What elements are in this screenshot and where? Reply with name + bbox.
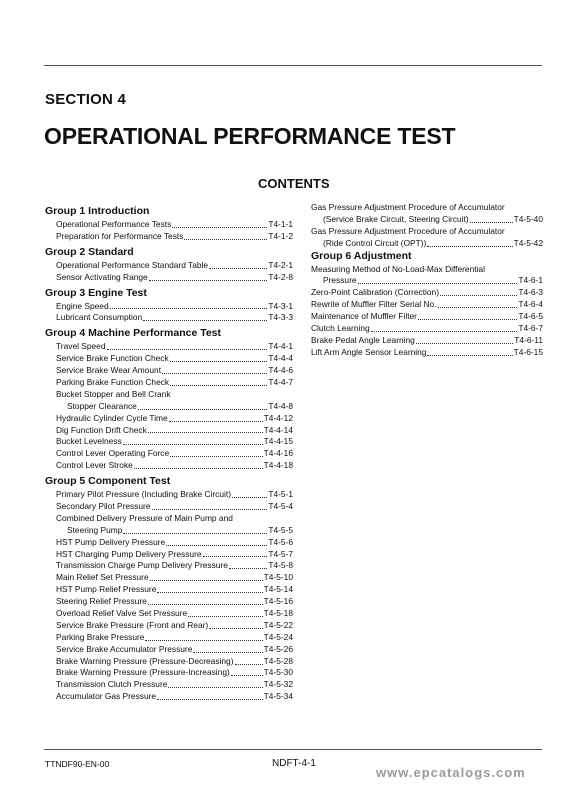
toc-entry-page: T4-5-6 [268, 536, 293, 547]
toc-entry-page: T4-6-1 [518, 275, 543, 286]
toc-entry-page: T4-2-8 [268, 271, 293, 282]
toc-entry-title: Preparation for Performance Tests [56, 230, 184, 241]
toc-entry-page: T4-1-1 [268, 218, 293, 229]
toc-group-title: Group 6 Adjustment [311, 249, 412, 262]
toc-entry-title: (Service Brake Circuit, Steering Circuit) [323, 213, 469, 224]
dot-leader [203, 556, 268, 557]
toc-entry-page: T4-4-6 [268, 365, 293, 376]
toc-entry-page: T4-4-4 [268, 353, 293, 364]
toc-entry-page: T4-3-1 [268, 300, 293, 311]
toc-entry[interactable] [311, 238, 543, 250]
toc-entry-title: Brake Warning Pressure (Pressure-Decreasing) [56, 655, 234, 666]
toc-entry-line: Combined Delivery Pressure of Main Pump and [56, 512, 233, 523]
toc-entry-title: HST Pump Delivery Pressure [56, 536, 166, 547]
toc-entry-title: Brake Warning Pressure (Pressure-Increasing) [56, 667, 230, 678]
dot-leader [358, 283, 518, 284]
toc-entry[interactable] [311, 347, 543, 359]
dot-leader [184, 239, 267, 240]
toc-entry[interactable] [45, 312, 293, 324]
dot-leader [209, 628, 262, 629]
section-label: SECTION 4 [45, 91, 126, 108]
dot-leader [193, 652, 262, 653]
toc-entry[interactable] [311, 214, 543, 226]
toc-entry[interactable] [45, 679, 293, 691]
toc-entry-title: HST Charging Pump Delivery Pressure [56, 548, 202, 559]
toc-entry[interactable] [311, 287, 543, 299]
toc-entry-title: Main Relief Set Pressure [56, 572, 149, 583]
toc-entry-title: Service Brake Pressure (Front and Rear) [56, 619, 209, 630]
section-title: OPERATIONAL PERFORMANCE TEST [44, 123, 456, 149]
toc-entry-title: Clutch Learning [311, 323, 370, 333]
toc-entry-page: T4-5-22 [263, 619, 293, 630]
toc-entry-page: T4-5-7 [268, 548, 293, 559]
toc-entry[interactable] [311, 311, 543, 323]
toc-entry-line: Measuring Method of No-Load-Max Differential [311, 263, 485, 274]
dot-leader [232, 497, 267, 498]
toc-entry-title: Steering Relief Pressure [56, 596, 147, 607]
toc-entry-title: Lift Arm Angle Sensor Learning [311, 346, 427, 357]
dot-leader [470, 222, 513, 223]
toc-entry[interactable] [45, 377, 293, 389]
toc-entry[interactable] [45, 537, 293, 549]
toc-entry-title: Sensor Activating Range [56, 271, 148, 282]
toc-entry[interactable] [45, 301, 293, 313]
toc-entry-page: T4-5-24 [263, 631, 293, 642]
dot-leader [229, 568, 267, 569]
toc-entry-title: Zero-Point Calibration (Correction) [311, 287, 439, 298]
toc-entry-page: T4-5-1 [268, 489, 293, 500]
toc-entry[interactable] [311, 275, 543, 287]
toc-entry-page: T4-6-3 [518, 287, 543, 298]
toc-entry-title: Bucket Levelness [56, 436, 122, 447]
dot-leader [170, 385, 267, 386]
toc-entry[interactable] [45, 460, 293, 472]
toc-entry-title: Steering Pump [67, 524, 123, 535]
toc-entry-title: Accumulator Gas Pressure [56, 691, 157, 702]
dot-leader [416, 343, 513, 344]
toc-entry[interactable] [45, 448, 293, 460]
toc-group-title: Group 3 Engine Test [45, 286, 147, 299]
toc-entry-title: Stopper Clearance [67, 400, 137, 411]
toc-entry-title: Dig Function Drift Check [56, 424, 147, 435]
toc-entry[interactable] [45, 365, 293, 377]
toc-entry-page: T4-5-8 [268, 560, 293, 571]
toc-entry[interactable] [45, 608, 293, 620]
toc-entry-page: T4-4-15 [263, 436, 293, 447]
dot-leader [188, 616, 263, 617]
toc-entry-title: Service Brake Wear Amount [56, 365, 162, 376]
toc-entry-page: T4-6-11 [514, 334, 543, 345]
toc-entry-title: Primary Pilot Pressure (Including Brake Circuit) [56, 489, 231, 500]
toc-entry[interactable] [45, 691, 293, 703]
dot-leader [169, 421, 263, 422]
toc-entry-title: Pressure [323, 275, 357, 286]
dot-leader [427, 355, 512, 356]
toc-group-title: Group 4 Machine Performance Test [45, 327, 222, 340]
toc-entry-page: T4-5-28 [263, 655, 293, 666]
toc-entry-title: Engine Speed [56, 300, 109, 311]
toc-entry-title: Brake Pedal Angle Learning [311, 334, 415, 345]
toc-entry-title: Hydraulic Cylinder Cycle Time [56, 412, 168, 423]
toc-entry[interactable] [45, 413, 293, 425]
dot-leader [148, 604, 263, 605]
toc-entry-page: T4-4-7 [268, 377, 293, 387]
toc-group-title: Group 5 Component Test [45, 475, 171, 488]
page-number: NDFT-4-1 [272, 758, 316, 769]
dot-leader [371, 331, 518, 332]
toc-entry-title: Rewrite of Muffler Filter Serial No. [311, 299, 437, 310]
toc-entry-page: T4-5-14 [263, 584, 293, 595]
toc-entry-page: T4-5-26 [263, 643, 293, 654]
toc-entry[interactable] [311, 335, 543, 347]
toc-entry-title: Service Brake Function Check [56, 353, 169, 364]
toc-entry[interactable] [45, 353, 293, 365]
toc-entry-title: Service Brake Accumulator Pressure [56, 643, 193, 654]
toc-entry-page: T4-5-18 [263, 608, 293, 619]
toc-entry-page: T4-5-34 [263, 691, 293, 702]
toc-entry-page: T4-6-7 [518, 323, 543, 333]
dot-leader [427, 246, 512, 247]
toc-entry-page: T4-5-10 [263, 572, 293, 583]
dot-leader [166, 545, 267, 546]
toc-entry[interactable] [45, 231, 293, 243]
contents-heading: CONTENTS [258, 176, 330, 191]
toc-entry-page: T4-5-30 [263, 667, 293, 678]
dot-leader [418, 319, 517, 320]
dot-leader [170, 361, 268, 362]
dot-leader [231, 675, 263, 676]
toc-entry-page: T4-5-5 [268, 524, 293, 535]
toc-entry-title: (Ride Control Circuit (OPT)) [323, 237, 427, 248]
toc-entry-title: Transmission Charge Pump Delivery Pressure [56, 560, 228, 571]
toc-entry-line: Gas Pressure Adjustment Procedure of Accumulator [311, 202, 505, 212]
toc-entry[interactable] [45, 668, 293, 680]
dot-leader [110, 308, 268, 309]
toc-entry-page: T4-6-15 [513, 346, 543, 357]
dot-leader [209, 268, 267, 269]
toc-entry[interactable] [45, 560, 293, 572]
toc-entry-title: Control Lever Operating Force [56, 448, 170, 459]
toc-entry[interactable] [45, 549, 293, 561]
toc-group-title: Group 1 Introduction [45, 205, 150, 217]
watermark-text: www.epcatalogs.com [376, 765, 526, 780]
toc-entry[interactable] [45, 425, 293, 437]
dot-leader [148, 432, 263, 433]
toc-entry[interactable] [45, 341, 293, 353]
dot-leader [143, 320, 267, 321]
toc-entry-page: T4-6-4 [518, 299, 543, 310]
dot-leader [172, 227, 267, 228]
toc-entry-title: Control Lever Stroke [56, 460, 133, 471]
toc-entry-page: T4-4-8 [268, 400, 293, 411]
toc-entry-line: Gas Pressure Adjustment Procedure of Accumulator [311, 225, 505, 236]
dot-leader [138, 409, 267, 410]
toc-entry[interactable] [45, 272, 293, 284]
toc-entry-title: Travel Speed [56, 341, 106, 352]
toc-entry[interactable] [45, 644, 293, 656]
toc-entry-title: Lubricant Consumption [56, 312, 143, 323]
toc-entry-title: Parking Brake Pressure [56, 631, 145, 642]
toc-entry-page: T4-6-5 [518, 311, 543, 322]
dot-leader [123, 533, 267, 534]
toc-entry-page: T4-5-4 [268, 501, 293, 512]
toc-entry-page: T4-5-42 [513, 237, 543, 248]
toc-left-column [45, 202, 293, 703]
toc-entry[interactable] [45, 656, 293, 668]
toc-entry[interactable] [311, 323, 543, 335]
toc-right-column [311, 202, 543, 359]
dot-leader [440, 295, 517, 296]
toc-entry[interactable] [45, 436, 293, 448]
toc-entry[interactable] [45, 260, 293, 272]
toc-entry-page: T4-4-18 [263, 460, 293, 471]
toc-entry-title: Operational Performance Tests [56, 218, 172, 229]
toc-entry[interactable] [45, 401, 293, 413]
toc-entry[interactable] [45, 632, 293, 644]
toc-entry-page: T4-4-16 [263, 448, 293, 459]
dot-leader [152, 509, 268, 510]
toc-entry[interactable] [45, 620, 293, 632]
toc-entry-page: T4-5-40 [513, 213, 543, 224]
toc-entry[interactable] [45, 596, 293, 608]
toc-entry[interactable] [45, 489, 293, 501]
toc-entry[interactable] [311, 299, 543, 311]
toc-entry[interactable] [45, 219, 293, 231]
toc-entry-page: T4-5-32 [263, 679, 293, 690]
top-rule [44, 65, 542, 66]
toc-group-title: Group 2 Standard [45, 245, 134, 258]
toc-entry-page: T4-4-14 [263, 424, 293, 435]
dot-leader [157, 699, 263, 700]
toc-entry-page: T4-3-3 [268, 312, 293, 323]
toc-entry-page: T4-2-1 [268, 259, 293, 270]
dot-leader [149, 280, 268, 281]
toc-entry-title: Transmission Clutch Pressure [56, 679, 168, 690]
toc-entry[interactable] [45, 572, 293, 584]
toc-entry-title: Parking Brake Function Check [56, 377, 170, 387]
toc-entry-page: T4-4-1 [268, 341, 293, 352]
toc-entry-title: Maintenance of Muffler Filter [311, 311, 417, 322]
dot-leader [170, 456, 263, 457]
bottom-rule [44, 749, 542, 750]
dot-leader [134, 468, 263, 469]
toc-entry-title: Operational Performance Standard Table [56, 259, 209, 270]
toc-entry-line: Bucket Stopper and Bell Crank [56, 388, 171, 399]
dot-leader [157, 592, 262, 593]
dot-leader [438, 307, 518, 308]
toc-entry-title: Secondary Pilot Pressure [56, 501, 151, 512]
dot-leader [168, 687, 262, 688]
toc-entry-title: HST Pump Relief Pressure [56, 584, 157, 595]
toc-entry[interactable] [45, 584, 293, 596]
dot-leader [107, 349, 268, 350]
document-code: TTNDF90-EN-00 [45, 759, 110, 769]
dot-leader [150, 580, 263, 581]
dot-leader [145, 640, 262, 641]
toc-entry-title: Overload Relief Valve Set Pressure [56, 608, 188, 619]
dot-leader [162, 373, 267, 374]
toc-entry-page: T4-4-12 [263, 412, 293, 423]
dot-leader [235, 664, 263, 665]
toc-entry[interactable] [45, 525, 293, 537]
toc-entry[interactable] [45, 501, 293, 513]
dot-leader [123, 444, 263, 445]
toc-entry-page: T4-1-2 [268, 230, 293, 241]
toc-entry-page: T4-5-16 [263, 596, 293, 607]
